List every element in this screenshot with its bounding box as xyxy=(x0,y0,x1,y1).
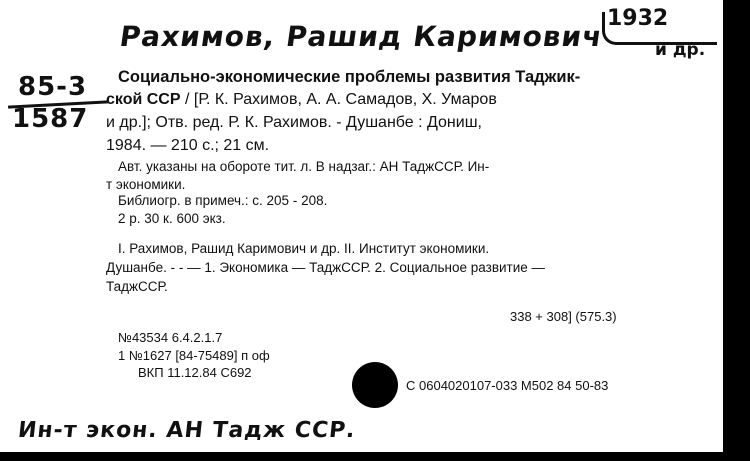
handwritten-author-header: Рахимов, Рашид Каримович xyxy=(117,20,605,53)
publication-line: и др.]; Отв. ред. Р. К. Рахимов. - Душанбе : Дониш, xyxy=(106,114,482,131)
title-line-2-bold: ской ССР xyxy=(106,91,181,108)
shelf-mark-top: 85-3 xyxy=(18,72,88,102)
code-line-1: №43534 6.4.2.1.7 xyxy=(118,330,223,345)
note-authors-line-2: т экономики. xyxy=(106,177,186,192)
handwritten-institution: Ин-т экон. АН Тадж ССР. xyxy=(16,418,357,443)
handwritten-and-others: и др. xyxy=(655,40,706,60)
tracing-line-1: I. Рахимов, Рашид Каримович и др. II. Институт экономики. xyxy=(118,241,490,256)
note-price: 2 р. 30 к. 600 экз. xyxy=(118,211,226,226)
title-line-2 xyxy=(106,91,497,109)
note-bibliography: Библиогр. в примеч.: с. 205 - 208. xyxy=(118,193,328,208)
card-punch-hole xyxy=(352,362,398,408)
title-line-1: Социально-экономические проблемы развития Таджик- xyxy=(118,68,581,86)
note-authors-line-1: Авт. указаны на обороте тит. л. В надзаг.: АН ТаджССР. Ин- xyxy=(118,159,490,174)
code-line-3: ВКП 11.12.84 С692 xyxy=(138,365,252,380)
extent-line: 1984. — 210 с.; 21 см. xyxy=(106,137,270,154)
handwritten-birth-year: 1932 xyxy=(607,6,669,31)
title-line-2-rest: / [Р. К. Рахимов, А. А. Самадов, Х. Умаров xyxy=(180,91,497,108)
code-line-4: С 0604020107-033 М502 84 50-83 xyxy=(406,378,609,393)
shelf-mark-bottom: 1587 xyxy=(12,104,89,134)
tracing-line-2: Душанбе. - - — 1. Экономика — ТаджССР. 2. Социальное развитие — xyxy=(106,260,546,275)
code-line-2: 1 №1627 [84-75489] п оф xyxy=(118,348,270,363)
tracing-line-3: ТаджССР. xyxy=(106,279,168,294)
classification-index: 338 + 308] (575.3) xyxy=(510,309,617,324)
